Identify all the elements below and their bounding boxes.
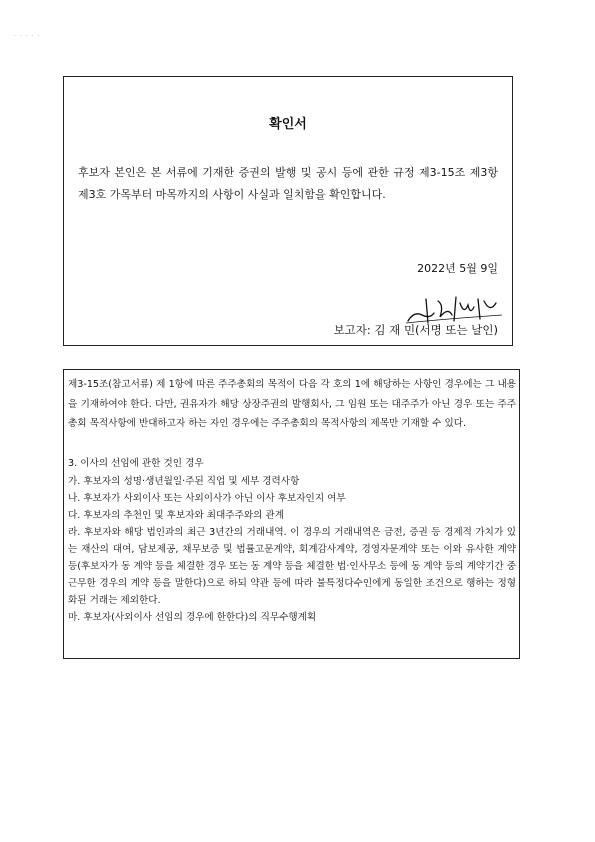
document-title: 확인서 [269,117,307,132]
date: 2022년 5월 9일 [417,262,498,275]
list-item: 가. 후보자의 성명·생년월일·주된 직업 및 세부 경력사항 [68,476,300,487]
item-list [68,473,516,626]
list-item: 마. 후보자(사외이사 선임의 경우에 한한다)의 직무수행계획 [68,612,317,623]
list-item: 라. 후보자와 해당 법인과의 최근 3년간의 거래내역. 이 경우의 거래내역은 금전, 증권 등 경제적 가치가 있는 재산의 대여, 담보제공, 채무보증 및 법률고문계약, 회계감사계약, 경영자문계약 또는 이와 유사한 계약 등(후보자가 동 계약 등을 체결한 경우 또는 동 계약 등을 체결한 법·인사무소 등에 동 계약 등의 계약기간 중 근무한 경우의 계약 등을 말한다)으로 하되 약관 등에 따라 불특정다수인에게 동일한 조건으로 행하는 정형화된 거래는 제외한다. [68,527,516,606]
scan-artifact: · · · · · [14,33,41,40]
list-item: 다. 후보자의 추천인 및 후보자와 최대주주와의 관계 [68,510,284,521]
section-heading: 3. 이사의 선임에 관한 것인 경우 [68,458,204,469]
list-item: 나. 후보자가 사외이사 또는 사외이사가 아닌 이사 후보자인지 여부 [68,493,346,504]
regulation-intro: 제3-15조(참고서류) 제 1항에 따른 주주총회의 목적이 다음 각 호의 1에 해당하는 사항인 경우에는 그 내용을 기재하여야 한다. 다만, 권유자가 해당 상장주권의 발행회사, 그 임원 또는 대주주가 아닌 경우 또는 주주총회 목적사항에 반대하고자 하는 자인 경우에는 주주총회의 목적사항의 제목만 기재할 수 있다. [68,379,516,429]
reporter-line: 보고자: 김 재 민(서명 또는 날인) [333,323,498,337]
confirmation-statement: 후보자 본인은 본 서류에 기재한 증권의 발행 및 공시 등에 관한 규정 제3-15조 제3항 제3호 가목부터 마목까지의 사항이 사실과 일치함을 확인합니다. [78,166,498,201]
confirmation-box [63,76,513,346]
regulation-note-box [63,369,520,659]
